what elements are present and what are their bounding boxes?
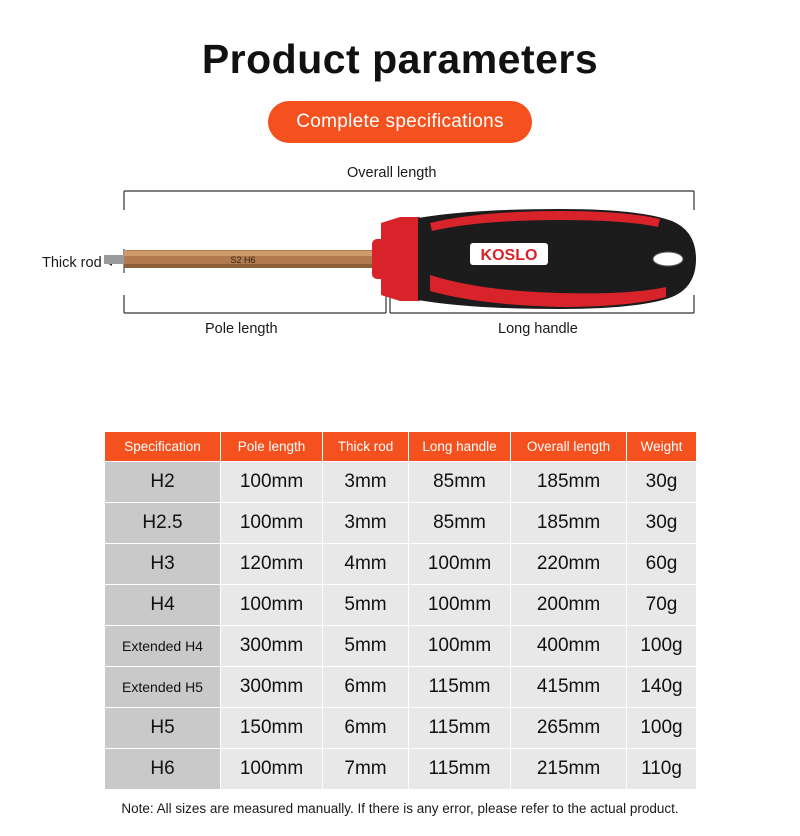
cell-overall-length: 220mm [511,544,627,585]
cell-pole-length: 120mm [221,544,323,585]
shaft-marking-text: S2 H6 [230,255,256,265]
cell-long-handle: 115mm [409,667,511,708]
cell-long-handle: 115mm [409,749,511,790]
cell-specification: Extended H4 [105,626,221,667]
column-header-long-handle: Long handle [409,432,511,462]
cell-weight: 30g [627,462,697,503]
cell-overall-length: 185mm [511,462,627,503]
column-header-pole-length: Pole length [221,432,323,462]
cell-weight: 100g [627,626,697,667]
cell-specification: H5 [105,708,221,749]
cell-overall-length: 400mm [511,626,627,667]
cell-specification: H2.5 [105,503,221,544]
cell-pole-length: 300mm [221,667,323,708]
table-row [105,585,697,626]
screwdriver-shaft [104,250,386,268]
footnote: Note: All sizes are measured manually. If there is any error, please refer to the actual product. [121,801,679,816]
cell-long-handle: 100mm [409,585,511,626]
cell-weight: 100g [627,708,697,749]
thick-rod-label: Thick rod [42,255,102,271]
overall-length-measure [124,191,694,210]
table-row [105,626,697,667]
cell-weight: 110g [627,749,697,790]
cell-thick-rod: 6mm [323,708,409,749]
cell-specification: H6 [105,749,221,790]
cell-weight: 70g [627,585,697,626]
cell-thick-rod: 3mm [323,503,409,544]
cell-pole-length: 100mm [221,503,323,544]
overall-length-label: Overall length [347,165,437,181]
specification-table-container [104,431,696,790]
table-row [105,503,697,544]
cell-thick-rod: 6mm [323,667,409,708]
cell-long-handle: 85mm [409,503,511,544]
subtitle-badge: Complete specifications [268,101,532,143]
cell-specification: H4 [105,585,221,626]
handle-brand-text: KOSLO [480,247,538,264]
cell-pole-length: 100mm [221,749,323,790]
table-row [105,544,697,585]
product-diagram [0,165,800,350]
cell-overall-length: 185mm [511,503,627,544]
cell-weight: 30g [627,503,697,544]
cell-specification: Extended H5 [105,667,221,708]
column-header-specification: Specification [105,432,221,462]
cell-pole-length: 100mm [221,462,323,503]
cell-long-handle: 115mm [409,708,511,749]
column-header-overall-length: Overall length [511,432,627,462]
cell-specification: H2 [105,462,221,503]
cell-overall-length: 265mm [511,708,627,749]
cell-long-handle: 100mm [409,626,511,667]
cell-weight: 60g [627,544,697,585]
cell-pole-length: 300mm [221,626,323,667]
long-handle-label: Long handle [498,321,578,337]
cell-thick-rod: 5mm [323,626,409,667]
cell-specification: H3 [105,544,221,585]
cell-long-handle: 85mm [409,462,511,503]
screwdriver-handle [372,209,696,309]
cell-pole-length: 150mm [221,708,323,749]
cell-overall-length: 200mm [511,585,627,626]
screwdriver-illustration [0,165,800,350]
pole-length-measure [124,295,386,313]
table-row [105,708,697,749]
cell-thick-rod: 4mm [323,544,409,585]
table-header-row [105,432,697,462]
cell-thick-rod: 3mm [323,462,409,503]
table-row [105,749,697,790]
column-header-thick-rod: Thick rod [323,432,409,462]
table-row [105,667,697,708]
pole-length-label: Pole length [205,321,278,337]
cell-overall-length: 415mm [511,667,627,708]
subtitle-container [0,101,800,143]
cell-pole-length: 100mm [221,585,323,626]
cell-thick-rod: 7mm [323,749,409,790]
cell-overall-length: 215mm [511,749,627,790]
table-row [105,462,697,503]
cell-long-handle: 100mm [409,544,511,585]
cell-weight: 140g [627,667,697,708]
cell-thick-rod: 5mm [323,585,409,626]
column-header-weight: Weight [627,432,697,462]
specification-table [104,431,697,790]
page-title: Product parameters [201,36,599,82]
